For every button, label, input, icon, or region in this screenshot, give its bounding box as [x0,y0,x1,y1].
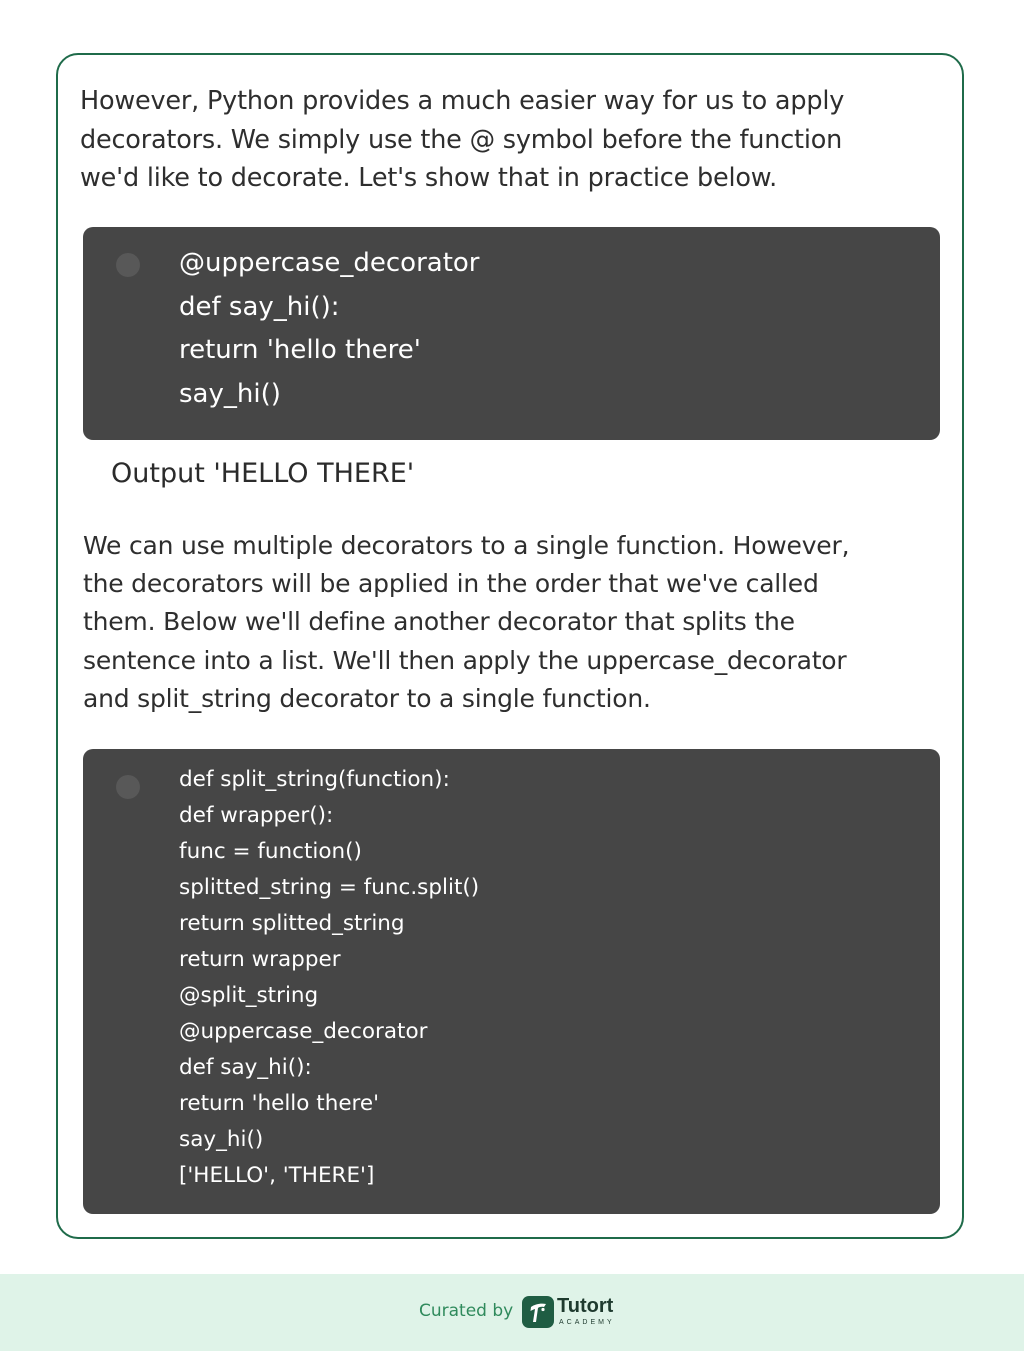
code-line: return splitted_string [179,911,405,936]
paragraph-line: and split_string decorator to a single function. [83,683,651,713]
code-line: func = function() [179,839,362,864]
code-line: def wrapper(): [179,803,334,828]
code-line: @split_string [179,983,319,1008]
brand-name: Tutort [557,1295,614,1317]
intro-line: decorators. We simply use the @ symbol before the function [80,124,843,155]
paragraph-line: the decorators will be applied in the order that we've called [83,569,819,599]
code-bullet-icon [116,253,140,277]
code-block-1 [83,227,940,440]
second-paragraph [83,527,849,718]
footer-bar [0,1274,1024,1351]
code-line: splitted_string = func.split() [179,875,480,900]
code-line: ['HELLO', 'THERE'] [179,1163,375,1188]
paragraph-line: them. Below we'll define another decorator that splits the [83,607,795,637]
curated-by-label: Curated by [419,1301,514,1321]
paragraph-line: We can use multiple decorators to a single function. However, [83,531,850,560]
code-line: return 'hello there' [179,1091,380,1116]
code-line: say_hi() [179,378,281,409]
output-text: Output 'HELLO THERE' [111,458,415,489]
brand-subtitle: ACADEMY [559,1319,615,1326]
code-line: def say_hi(): [179,291,340,322]
code-line: def split_string(function): [179,767,450,792]
code-line: return 'hello there' [179,335,421,365]
intro-line: However, Python provides a much easier way for us to apply [80,86,845,116]
code-line: def say_hi(): [179,1055,312,1080]
code-bullet-icon [116,775,140,799]
intro-line: we'd like to decorate. Let's show that in practice below. [80,163,777,193]
code-block-2 [83,749,940,1214]
code-block-1-lines [179,242,480,416]
code-block-2-lines [179,762,479,1194]
intro-paragraph [80,82,844,198]
paragraph-line: sentence into a list. We'll then apply the uppercase_decorator [83,645,847,675]
tutort-logo-icon [522,1296,554,1328]
code-line: @uppercase_decorator [179,248,480,278]
code-line: return wrapper [179,947,341,972]
code-line: @uppercase_decorator [179,1019,428,1044]
code-line: say_hi() [179,1127,264,1152]
